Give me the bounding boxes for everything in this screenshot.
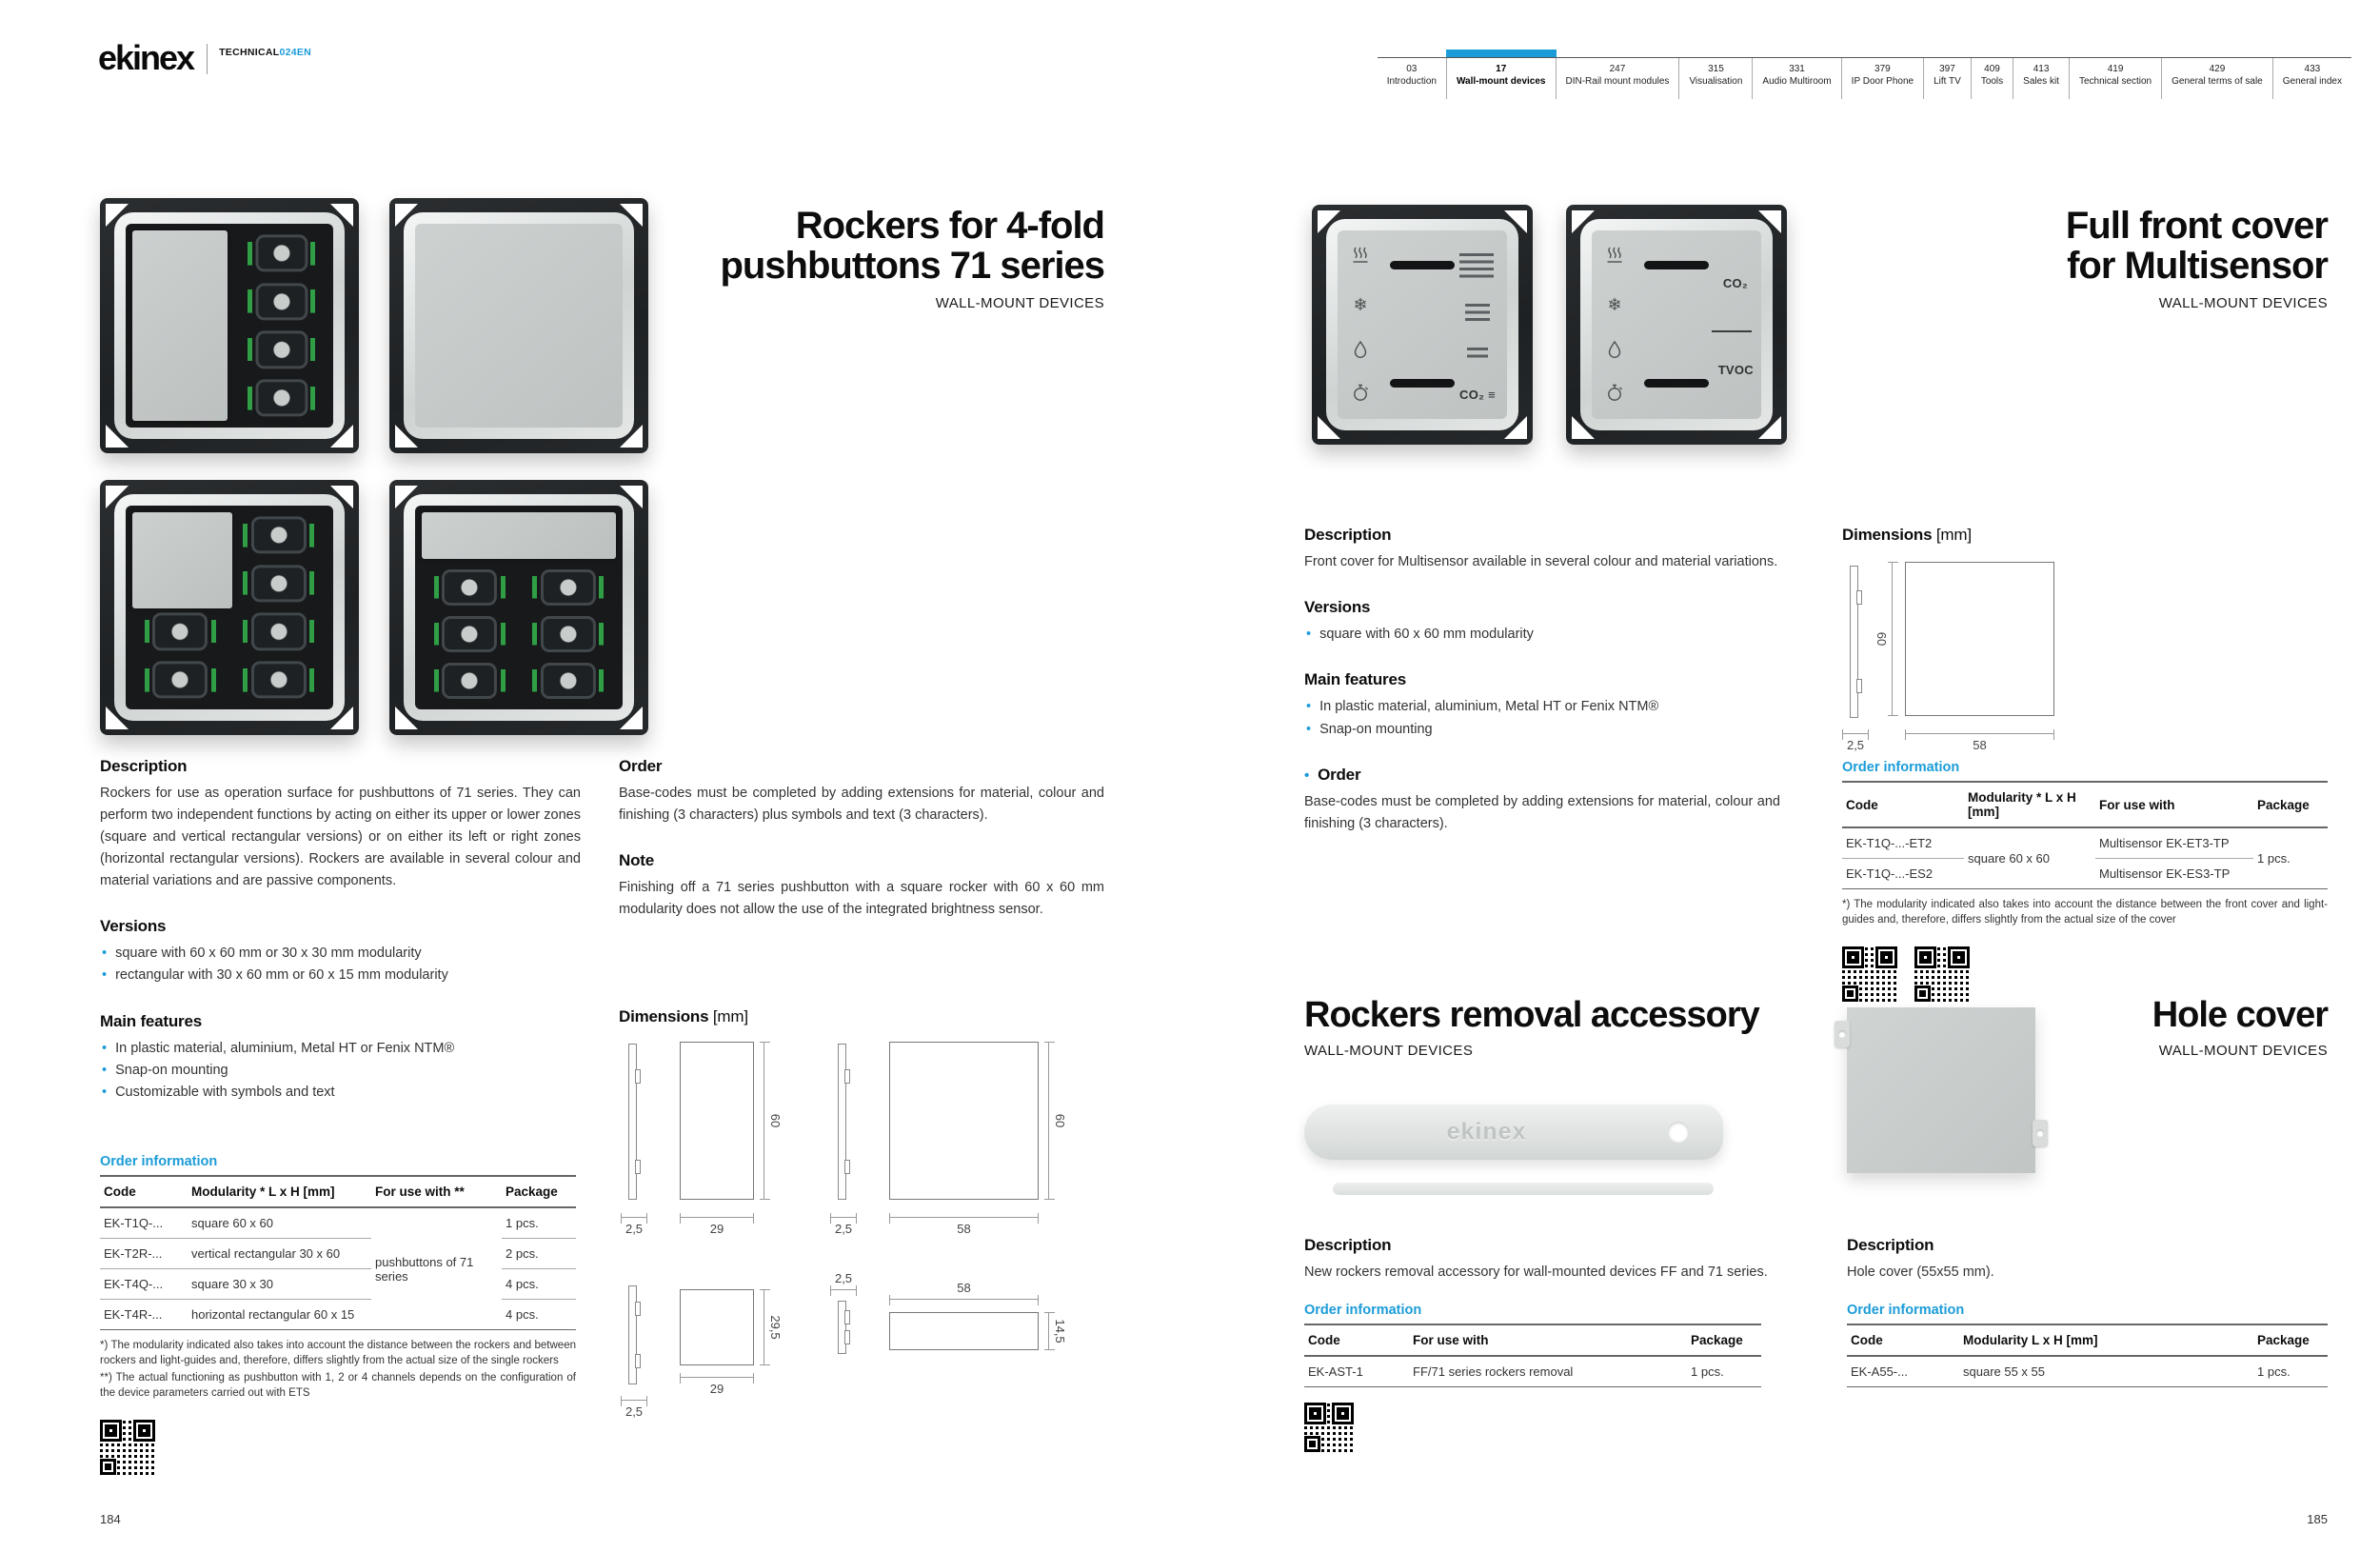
dimensions-unit: [mm] xyxy=(1935,526,1972,544)
col-header-for-use-with: For use with ** xyxy=(371,1176,502,1207)
tab-lift-tv[interactable]: 397 Lift TV xyxy=(1923,58,1971,99)
pushbutton-mechanism xyxy=(233,563,326,605)
qr-code xyxy=(1842,946,1897,1002)
note-heading: Note xyxy=(619,850,654,869)
device-face xyxy=(126,506,333,709)
cell-code: EK-AST-1 xyxy=(1304,1356,1409,1387)
hole-cover-image xyxy=(1847,1007,2035,1173)
product-image-rocker-horizontal xyxy=(389,480,648,735)
doc-code-prefix: TECHNICAL xyxy=(219,47,280,58)
fixing-tab xyxy=(1835,1021,1850,1047)
cell-modularity: vertical rectangular 30 x 60 xyxy=(188,1239,371,1269)
timer-icon xyxy=(1604,383,1625,404)
tvoc-label: TVOC xyxy=(1717,362,1754,377)
rocker-cover xyxy=(132,512,232,608)
cooling-icon: ❄ xyxy=(1607,295,1622,315)
cell-modularity: horizontal rectangular 60 x 15 xyxy=(188,1300,371,1330)
dim-width: 58 xyxy=(1905,733,2054,734)
fan-level-3-icon xyxy=(1459,253,1494,278)
order-information-heading: Order information xyxy=(1842,760,1960,775)
table-row xyxy=(100,1207,576,1239)
product-image-multisensor-b xyxy=(1566,205,1787,445)
order-heading: • Order xyxy=(1304,766,1780,785)
pushbutton-mechanisms xyxy=(415,559,623,709)
product-image-rocker-full xyxy=(389,198,648,453)
dim-width: 29 xyxy=(680,1377,754,1378)
table-row xyxy=(100,1239,576,1269)
dimensions-unit: [mm] xyxy=(712,1007,748,1025)
tab-technical-section[interactable]: 419 Technical section xyxy=(2069,58,2161,99)
heating-icon xyxy=(1350,246,1371,267)
dim-width: 58 xyxy=(889,1299,1039,1300)
product-image-multisensor-a xyxy=(1312,205,1533,445)
order-text: Base-codes must be completed by adding extensions for material, colour and finishing (3 characters) plus symbols and text (3 characters). xyxy=(619,786,1104,823)
front-view-drawing xyxy=(889,1042,1039,1200)
sensor-slot xyxy=(1390,261,1455,269)
cell-package: 1 pcs. xyxy=(502,1207,576,1239)
description-text: Hole cover (55x55 mm). xyxy=(1847,1264,1994,1280)
cell-modularity: square 60 x 60 xyxy=(1964,827,2095,889)
col-header-package: Package xyxy=(1687,1324,1761,1356)
feature-item: • Snap-on mounting xyxy=(100,1060,581,1082)
col-header-code: Code xyxy=(100,1176,188,1207)
feature-item: • In plastic material, aluminium, Metal HT or Fenix NTM® xyxy=(1304,696,1780,718)
rockers-title-block xyxy=(619,206,1104,311)
cell-for-use-with: FF/71 series rockers removal xyxy=(1409,1356,1687,1387)
description-heading: Description xyxy=(100,757,188,775)
fan-level-1-icon xyxy=(1467,348,1488,358)
removal-description-block xyxy=(1304,1236,1837,1284)
dimensions-heading: Dimensions xyxy=(619,1007,709,1025)
ekinex-logo: ekinex xyxy=(98,38,194,77)
fan-level-2-icon xyxy=(1465,304,1490,321)
pushbutton-mechanism xyxy=(233,514,326,556)
table-row xyxy=(1847,1356,2328,1387)
cell-modularity: square 55 x 55 xyxy=(1959,1356,2253,1387)
versions-heading: Versions xyxy=(100,916,167,935)
multisensor-face xyxy=(1338,230,1507,419)
order-heading: Order xyxy=(619,757,663,775)
tab-general-index[interactable]: 433 General index xyxy=(2272,58,2351,99)
page-subtitle: WALL-MOUNT DEVICES xyxy=(935,294,1104,311)
section-nav xyxy=(1378,57,2351,99)
table-row xyxy=(1304,1356,1761,1387)
dim-height: 14,5 xyxy=(1048,1312,1049,1350)
brand-header xyxy=(98,38,312,77)
versions-heading: Versions xyxy=(1304,597,1371,616)
pushbutton-mechanism xyxy=(238,377,325,419)
front-view-drawing xyxy=(680,1042,754,1200)
cell-modularity: square 30 x 30 xyxy=(188,1269,371,1300)
col-header-modularity: Modularity * L x H [mm] xyxy=(1964,782,2095,827)
cell-code: EK-T1Q-...-ET2 xyxy=(1842,827,1964,859)
tab-din-rail-mount-modules[interactable]: 247 DIN-Rail mount modules xyxy=(1556,58,1679,99)
version-item: • square with 60 x 60 mm modularity xyxy=(1304,624,1780,646)
profile-drawing xyxy=(838,1044,846,1200)
tool-brand-text: ekinex xyxy=(1446,1118,1527,1145)
rockers-order-info xyxy=(100,1154,576,1475)
footnote-modularity: *) The modularity indicated also takes into account the distance between the front cover and light-guides and, therefore, differs slightly from the actual size of the cover xyxy=(1842,899,2328,926)
doc-code-suffix: 024EN xyxy=(279,47,312,58)
col-header-modularity: Modularity * L x H [mm] xyxy=(188,1176,371,1207)
dim-width: 29 xyxy=(680,1217,754,1218)
dimension-drawings xyxy=(619,1030,1104,1430)
menu-glyph-icon: ≡ xyxy=(1488,388,1496,403)
cell-code: EK-T2R-... xyxy=(100,1239,188,1269)
tab-wall-mount-devices[interactable]: 17 Wall-mount devices xyxy=(1446,58,1556,99)
features-heading: Main features xyxy=(1304,670,1406,689)
description-heading: Description xyxy=(1304,1236,1392,1254)
page-number-right: 185 xyxy=(2307,1512,2328,1526)
cell-for-use-with: pushbuttons of 71 series xyxy=(371,1207,502,1330)
dim-height: 60 xyxy=(1048,1042,1049,1200)
humidity-icon xyxy=(1604,340,1625,361)
note-text: Finishing off a 71 series pushbutton with a square rocker with 60 x 60 mm modularity does not allow the use of the integrated brightness sensor. xyxy=(619,879,1104,917)
description-text: Rockers for use as operation surface for pushbuttons of 71 series. They can perform two independent functions by acting on either its upper or lower zones (square and vertical rectangular versions) or on either its left or right zones (horizontal rectangular versions). Rockers are available in several colour and material variations and are passive components. xyxy=(100,786,581,888)
description-text: Front cover for Multisensor available in several colour and material variations. xyxy=(1304,554,1778,569)
rockers-text-column xyxy=(100,757,581,1105)
tool-hole xyxy=(1668,1122,1689,1143)
order-information-heading: Order information xyxy=(1304,1303,1422,1318)
section-subtitle: WALL-MOUNT DEVICES xyxy=(2158,1043,2328,1060)
indicator-line xyxy=(1712,330,1752,332)
heating-icon xyxy=(1604,246,1625,267)
description-text: New rockers removal accessory for wall-mounted devices FF and 71 series. xyxy=(1304,1264,1768,1280)
col-header-package: Package xyxy=(502,1176,576,1207)
hole-cover-title-block xyxy=(2037,996,2328,1059)
features-heading: Main features xyxy=(100,1011,202,1030)
pushbutton-mechanism xyxy=(424,567,516,607)
order-information-heading: Order information xyxy=(1847,1303,1965,1318)
version-item: • square with 60 x 60 mm or 30 x 30 mm modularity xyxy=(100,943,581,965)
pushbutton-mechanism xyxy=(238,329,325,371)
cell-package: 4 pcs. xyxy=(502,1300,576,1330)
page-subtitle: WALL-MOUNT DEVICES xyxy=(2158,294,2328,311)
pushbutton-mechanism xyxy=(238,281,325,323)
dim-thickness: 2,5 xyxy=(830,1217,857,1218)
tab-visualisation[interactable]: 315 Visualisation xyxy=(1678,58,1752,99)
hole-cover-order-info xyxy=(1847,1303,2328,1387)
sensor-slot xyxy=(1390,379,1455,388)
logo-divider xyxy=(207,44,208,74)
dimensions-heading-block xyxy=(619,1007,1104,1033)
tab-introduction[interactable]: 03 Introduction xyxy=(1386,64,1437,87)
pushbutton-mechanism xyxy=(424,614,516,654)
cell-package: 1 pcs. xyxy=(2253,827,2328,889)
cooling-icon: ❄ xyxy=(1353,295,1368,315)
device-face xyxy=(415,224,623,428)
order-text: Base-codes must be completed by adding extensions for material, colour and finishing (3 characters). xyxy=(1304,794,1780,832)
multisensor-order-table xyxy=(1842,781,2328,889)
rocker-cover xyxy=(132,230,228,421)
qr-code xyxy=(100,1420,155,1475)
tab-audio-multiroom[interactable]: 331 Audio Multiroom xyxy=(1752,58,1840,99)
pushbutton-mechanism xyxy=(523,661,615,701)
multisensor-face xyxy=(1592,230,1761,419)
front-view-drawing xyxy=(1905,562,2054,716)
feature-item: • In plastic material, aluminium, Metal HT or Fenix NTM® xyxy=(100,1038,581,1060)
pushbutton-mechanism xyxy=(523,567,615,607)
co2-menu-label: CO₂ ≡ xyxy=(1459,388,1496,403)
rocker-cover xyxy=(422,512,616,559)
multisensor-title-block xyxy=(1842,206,2328,311)
doc-code xyxy=(219,47,311,58)
col-header-modularity: Modularity L x H [mm] xyxy=(1959,1324,2253,1356)
pushbutton-mechanism xyxy=(424,661,516,701)
pushbutton-mechanism xyxy=(523,614,615,654)
profile-drawing xyxy=(628,1285,637,1384)
timer-icon xyxy=(1350,383,1371,404)
rockers-order-table xyxy=(100,1175,576,1330)
section-title: Rockers removal accessory xyxy=(1304,995,1759,1035)
page-title: Full front cover for Multisensor xyxy=(2065,205,2328,288)
removal-tool-edge-image xyxy=(1333,1183,1714,1195)
order-information-heading: Order information xyxy=(100,1154,218,1169)
dimensions-heading-block xyxy=(1842,526,2328,551)
removal-order-info xyxy=(1304,1303,1761,1452)
humidity-icon xyxy=(1350,340,1371,361)
device-face xyxy=(126,224,333,428)
col-header-package: Package xyxy=(2253,1324,2328,1356)
table-row xyxy=(1842,827,2328,859)
cell-code: EK-T1Q-...-ES2 xyxy=(1842,859,1964,889)
cell-code: EK-T4R-... xyxy=(100,1300,188,1330)
footnote-ets: **) The actual functioning as pushbutton with 1, 2 or 4 channels depends on the configuration of the device parameters carried out with ETS xyxy=(100,1372,576,1400)
description-heading: Description xyxy=(1847,1236,1934,1254)
pushbutton-mechanism xyxy=(134,611,227,653)
device-face xyxy=(415,506,623,709)
col-header-code: Code xyxy=(1842,782,1964,827)
table-row xyxy=(100,1300,576,1330)
col-header-code: Code xyxy=(1304,1324,1409,1356)
cell-for-use-with: Multisensor EK-ET3-TP xyxy=(2095,827,2253,859)
tab-general-terms-of-sale[interactable]: 429 General terms of sale xyxy=(2161,58,2272,99)
profile-drawing xyxy=(1850,566,1858,718)
profile-drawing xyxy=(628,1044,637,1200)
section-title: Hole cover xyxy=(2152,995,2328,1035)
dim-thickness: 2,5 xyxy=(621,1217,647,1218)
qr-code xyxy=(1304,1403,1354,1452)
dimensions-heading: Dimensions xyxy=(1842,526,1933,544)
feature-item: • Snap-on mounting xyxy=(1304,719,1780,741)
description-heading: Description xyxy=(1304,526,1392,544)
table-row xyxy=(100,1269,576,1300)
cell-code: EK-T4Q-... xyxy=(100,1269,188,1300)
cell-modularity: square 60 x 60 xyxy=(188,1207,371,1239)
cell-package: 4 pcs. xyxy=(502,1269,576,1300)
dim-thickness: 2,5 xyxy=(830,1289,857,1290)
tab-ip-door-phone[interactable]: 379 IP Door Phone xyxy=(1841,58,1923,99)
multisensor-order-info xyxy=(1842,760,2328,1002)
pushbutton-mechanism xyxy=(233,659,326,701)
dimension-drawing-multisensor xyxy=(1842,550,2328,755)
removal-title-block xyxy=(1304,996,1837,1059)
pushbutton-mechanisms xyxy=(229,224,333,428)
tab-sales-kit[interactable]: 413 Sales kit xyxy=(2013,58,2069,99)
version-item: • rectangular with 30 x 60 mm or 60 x 15 mm modularity xyxy=(100,965,581,986)
product-image-rocker-vertical xyxy=(100,198,359,453)
dim-thickness: 2,5 xyxy=(621,1400,647,1401)
cell-for-use-with: Multisensor EK-ES3-TP xyxy=(2095,859,2253,889)
product-image-rocker-small-square xyxy=(100,480,359,735)
removal-tool-image xyxy=(1304,1105,1723,1160)
removal-order-table xyxy=(1304,1324,1761,1387)
front-view-drawing xyxy=(889,1312,1039,1350)
pushbutton-mechanism xyxy=(233,611,326,653)
multisensor-text-column xyxy=(1304,526,1780,835)
col-header-for-use-with: For use with xyxy=(2095,782,2253,827)
fixing-tab xyxy=(2033,1120,2048,1146)
co2-label: CO₂ xyxy=(1722,275,1748,290)
pushbutton-mechanism xyxy=(134,659,227,701)
sensor-slot xyxy=(1644,379,1709,388)
feature-item: • Customizable with symbols and text xyxy=(100,1082,581,1104)
cell-package: 2 pcs. xyxy=(502,1239,576,1269)
page-number-left: 184 xyxy=(100,1512,121,1526)
col-header-for-use-with: For use with xyxy=(1409,1324,1687,1356)
profile-drawing xyxy=(838,1301,846,1354)
cell-code: EK-A55-... xyxy=(1847,1356,1959,1387)
tab-tools[interactable]: 409 Tools xyxy=(1971,58,2013,99)
front-view-drawing xyxy=(680,1289,754,1365)
dim-thickness: 2,5 xyxy=(1842,733,1869,734)
cell-package: 1 pcs. xyxy=(2253,1356,2328,1387)
page-title: Rockers for 4-fold pushbuttons 71 series xyxy=(720,205,1104,288)
col-header-package: Package xyxy=(2253,782,2328,827)
cell-code: EK-T1Q-... xyxy=(100,1207,188,1239)
section-subtitle: WALL-MOUNT DEVICES xyxy=(1304,1043,1474,1060)
footnote-modularity: *) The modularity indicated also takes into account the distance between the rockers and between rockers and light-guides and, therefore, differs slightly from the actual size of the single rockers xyxy=(100,1340,576,1367)
sensor-slot xyxy=(1644,261,1709,269)
cell-package: 1 pcs. xyxy=(1687,1356,1761,1387)
col-header-code: Code xyxy=(1847,1324,1959,1356)
qr-code xyxy=(1914,946,1970,1002)
hole-cover-order-table xyxy=(1847,1324,2328,1387)
rockers-order-column xyxy=(619,757,1104,921)
dim-width: 58 xyxy=(889,1217,1039,1218)
pushbutton-mechanism xyxy=(238,232,325,274)
hole-cover-description-block xyxy=(1847,1236,2328,1284)
dim-height: 60 xyxy=(1892,562,1893,716)
